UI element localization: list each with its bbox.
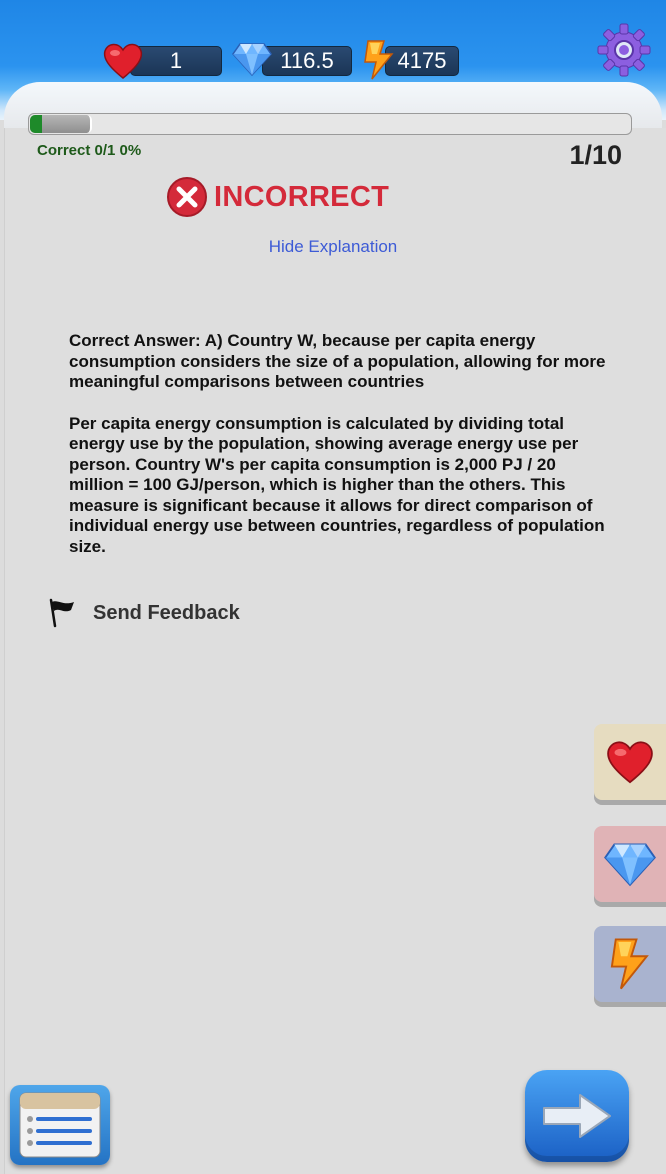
lightning-icon [362,40,396,80]
gems-value: 116.5 [280,48,334,73]
list-icon [10,1085,110,1165]
heart-icon [102,42,144,80]
question-counter: 1/10 [569,140,622,170]
energy-value: 4175 [397,48,447,73]
next-question-button[interactable] [525,1070,629,1162]
content-sheet [4,128,666,1174]
heart-shop-button[interactable] [594,724,666,800]
flag-icon [47,598,77,628]
lives-value: 1 [169,48,183,73]
question-list-button[interactable] [10,1085,110,1165]
send-feedback-label: Send Feedback [93,601,240,624]
incorrect-x-icon [166,176,208,218]
hide-explanation-link[interactable]: Hide Explanation [268,237,398,256]
score-summary: Correct 0/1 0% [37,142,142,159]
explanation-panel [69,331,609,578]
explanation-detail-text: Per capita energy consumption is calculated by dividing total energy use by the population, showing average energy use per person. Country W's per capita consumption is 2,000 PJ / 20 million = 100 GJ/person, which is higher than the others. This measure is significant because it allows for direct comparison of individual energy use between countries, regardless of population size. [69,413,605,556]
gem-icon [232,42,272,76]
gem-shop-button[interactable] [594,826,666,902]
send-feedback-button[interactable] [47,598,240,628]
result-verdict [166,176,389,218]
gems-counter[interactable] [262,46,352,76]
energy-shop-button[interactable] [594,926,666,1002]
settings-gear-icon[interactable] [596,22,652,78]
progress-correct-fill [30,115,42,133]
arrow-right-icon [540,1091,614,1141]
heart-icon [605,739,655,785]
lightning-icon [608,938,652,990]
verdict-label: INCORRECT [214,180,390,213]
correct-answer-text: Correct Answer: A) Country W, because per capita energy consumption considers the size of a population, allowing for more meaningful comparisons between countries [69,331,606,391]
quiz-progress-bar [28,113,632,135]
energy-counter[interactable] [385,46,459,76]
gem-icon [604,841,656,887]
